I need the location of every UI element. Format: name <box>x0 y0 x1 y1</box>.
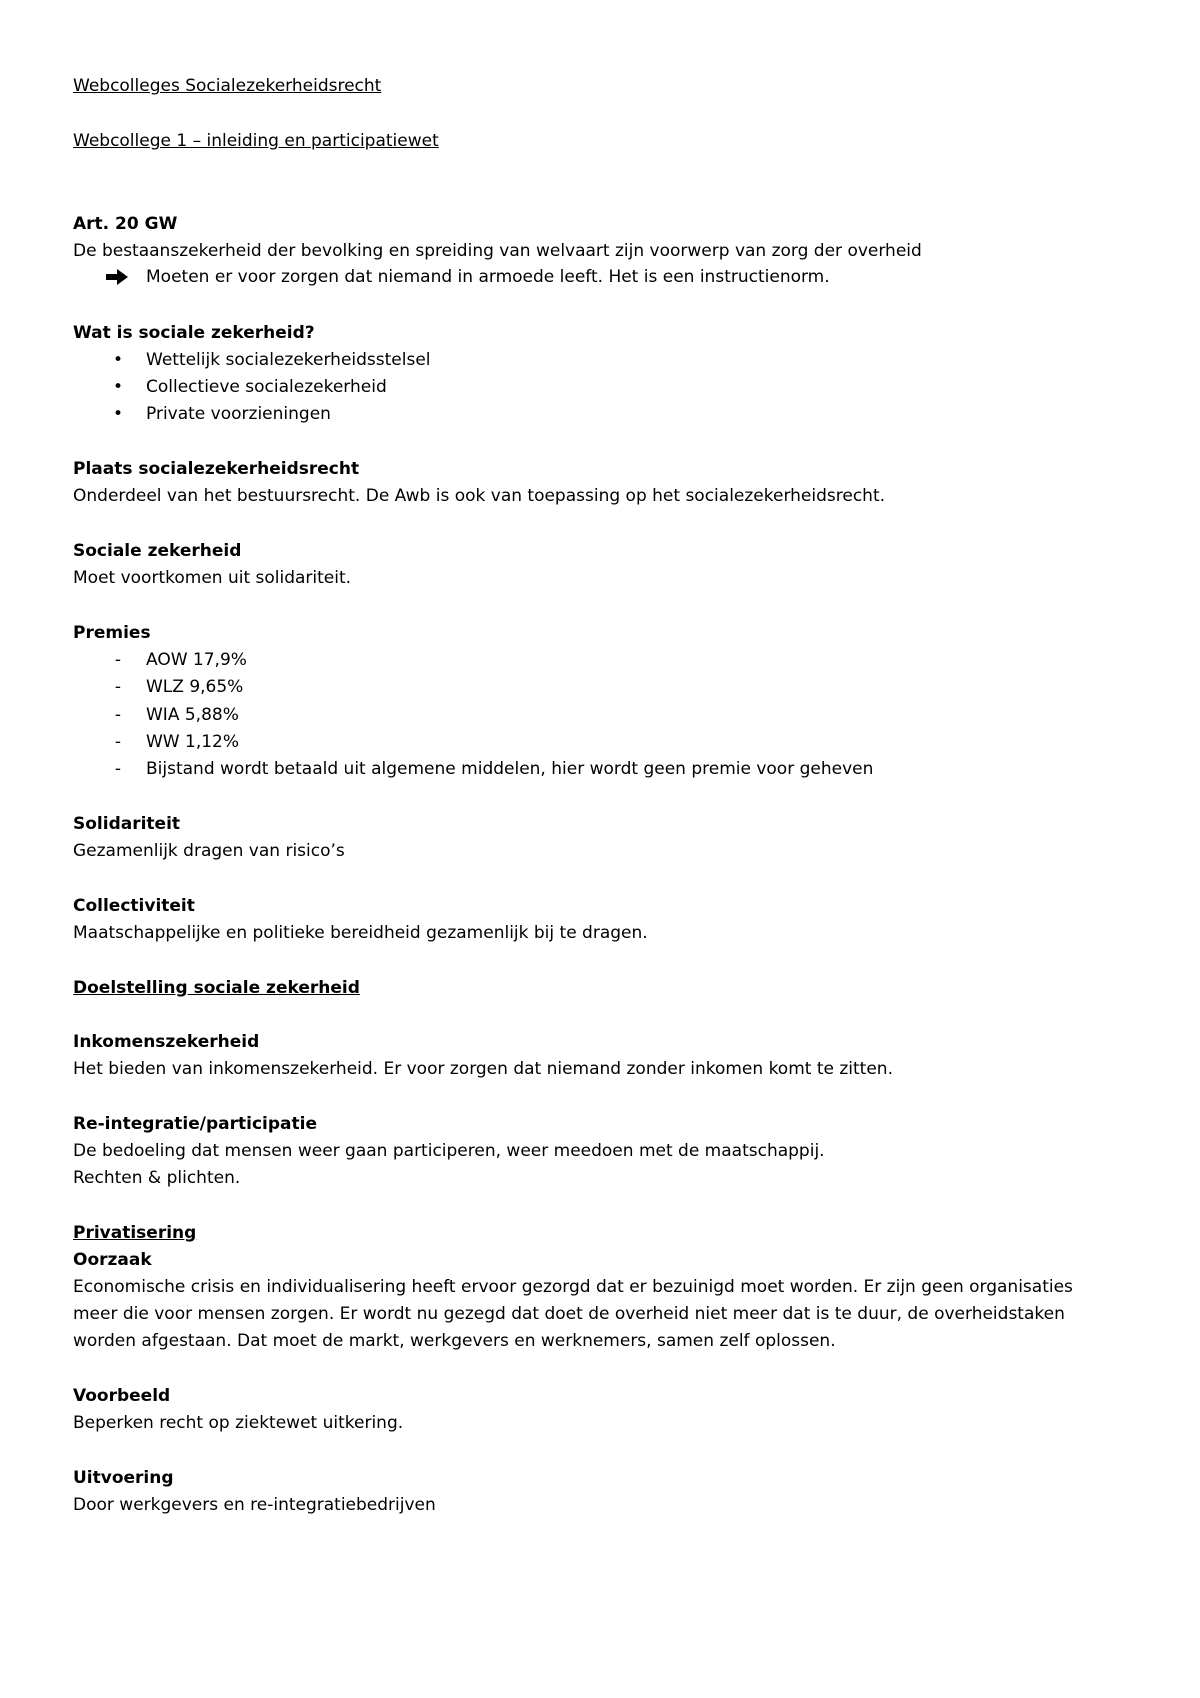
dash-marker: - <box>114 732 122 752</box>
bullet-icon: • <box>112 350 124 370</box>
list-item-text: AOW 17,9% <box>146 650 247 670</box>
uitvoering-text: Door werkgevers en re-integratiebedrijven <box>73 1495 436 1515</box>
list-item-text: WW 1,12% <box>146 732 240 752</box>
oorzaak-line-1: Economische crisis en individualisering heeft ervoor gezorgd dat er bezuinigd moet worden. Er zijn geen organisaties <box>73 1277 1073 1297</box>
list-item-text: Collectieve socialezekerheid <box>146 377 387 397</box>
oorzaak-line-2: meer die voor mensen zorgen. Er wordt nu gezegd dat doet de overheid niet meer dat is te duur, de overheidstaken <box>73 1304 1065 1324</box>
plaats-heading: Plaats socialezekerheidsrecht <box>73 459 360 479</box>
list-item <box>0 757 1200 781</box>
collectiviteit-heading: Collectiviteit <box>73 896 195 916</box>
voorbeeld-text: Beperken recht op ziektewet uitkering. <box>73 1413 404 1433</box>
plaats-text: Onderdeel van het bestuursrecht. De Awb is ook van toepassing op het socialezekerheidsrecht. <box>73 486 886 506</box>
collectiviteit-text: Maatschappelijke en politieke bereidheid gezamenlijk bij te dragen. <box>73 923 648 943</box>
art20-text: De bestaanszekerheid der bevolking en spreiding van welvaart zijn voorwerp van zorg der overheid <box>73 241 922 261</box>
document-title: Webcolleges Socialezekerheidsrecht <box>73 76 382 96</box>
inkomen-heading: Inkomenszekerheid <box>73 1032 260 1052</box>
sociale-text: Moet voortkomen uit solidariteit. <box>73 568 352 588</box>
list-item <box>0 348 1200 372</box>
art20-arrow-item <box>0 265 1200 289</box>
arrow-right-icon <box>106 269 128 285</box>
list-item-text: Wettelijk socialezekerheidsstelsel <box>146 350 431 370</box>
premies-heading: Premies <box>73 623 151 643</box>
list-item <box>0 648 1200 672</box>
list-item <box>0 703 1200 727</box>
dash-marker: - <box>114 650 122 670</box>
list-item <box>0 375 1200 399</box>
uitvoering-heading: Uitvoering <box>73 1468 174 1488</box>
bullet-icon: • <box>112 377 124 397</box>
sociale-heading: Sociale zekerheid <box>73 541 242 561</box>
list-item-text: WLZ 9,65% <box>146 677 244 697</box>
dash-marker: - <box>114 759 122 779</box>
solidariteit-text: Gezamenlijk dragen van risico’s <box>73 841 345 861</box>
oorzaak-line-3: worden afgestaan. Dat moet de markt, werkgevers en werknemers, samen zelf oplossen. <box>73 1331 836 1351</box>
oorzaak-heading: Oorzaak <box>73 1250 152 1270</box>
reintegratie-heading: Re-integratie/participatie <box>73 1114 317 1134</box>
wat-is-heading: Wat is sociale zekerheid? <box>73 323 315 343</box>
document-subtitle: Webcollege 1 – inleiding en participatiewet <box>73 131 439 151</box>
solidariteit-heading: Solidariteit <box>73 814 181 834</box>
voorbeeld-heading: Voorbeeld <box>73 1386 171 1406</box>
list-item <box>0 730 1200 754</box>
arrow-item-text: Moeten er voor zorgen dat niemand in armoede leeft. Het is een instructienorm. <box>146 267 830 287</box>
doelstelling-heading: Doelstelling sociale zekerheid <box>73 978 360 998</box>
list-item <box>0 402 1200 426</box>
list-item <box>0 675 1200 699</box>
reintegratie-line-1: De bedoeling dat mensen weer gaan participeren, weer meedoen met de maatschappij. <box>73 1141 825 1161</box>
list-item-text: Bijstand wordt betaald uit algemene middelen, hier wordt geen premie voor geheven <box>146 759 874 779</box>
art20-heading: Art. 20 GW <box>73 214 178 234</box>
list-item-text: Private voorzieningen <box>146 404 331 424</box>
dash-marker: - <box>114 677 122 697</box>
dash-marker: - <box>114 705 122 725</box>
privatisering-heading: Privatisering <box>73 1223 197 1243</box>
list-item-text: WIA 5,88% <box>146 705 239 725</box>
inkomen-text: Het bieden van inkomenszekerheid. Er voor zorgen dat niemand zonder inkomen komt te zitten. <box>73 1059 893 1079</box>
reintegratie-line-2: Rechten & plichten. <box>73 1168 241 1188</box>
bullet-icon: • <box>112 404 124 424</box>
